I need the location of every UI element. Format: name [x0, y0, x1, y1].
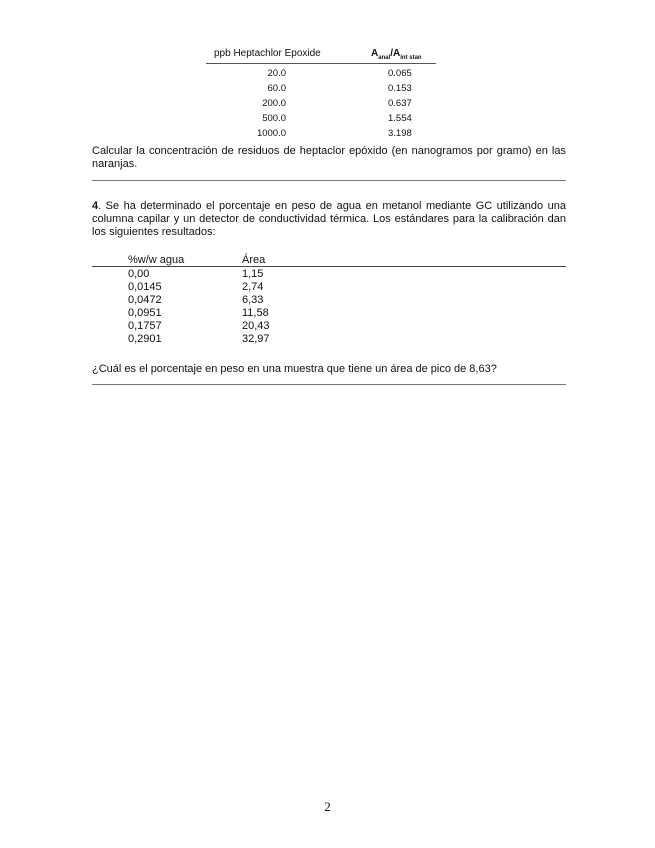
table1-ppb-cell: 60.0: [267, 83, 286, 94]
table-row: [92, 294, 566, 306]
table1-ppb-cell: 200.0: [262, 98, 286, 109]
heptachlor-table: [206, 46, 436, 138]
table1-ratio-cell: 1.554: [388, 113, 412, 124]
table2-area-cell: 1,15: [242, 268, 264, 280]
table-row: [92, 281, 566, 293]
table-row: [92, 268, 566, 280]
table-row: [206, 98, 436, 112]
table-row: [206, 113, 436, 127]
table-row: [92, 320, 566, 332]
table2-col2-header: Área: [242, 254, 266, 266]
heptachlor-question: Calcular la concentración de residuos de heptaclor epóxido (en nanogramos por gramo) en las naranjas.: [92, 145, 566, 170]
table2-area-cell: 32,97: [242, 333, 270, 345]
table1-ratio-cell: 0.637: [388, 98, 412, 109]
weight-percent-question: ¿Cuál es el porcentaje en peso en una muestra que tiene un área de pico de 8,63?: [92, 363, 497, 375]
table-row: [206, 83, 436, 97]
table2-header-rule: [92, 266, 566, 267]
table-row: [206, 68, 436, 82]
table2-w-cell: 0,2901: [128, 333, 162, 345]
table2-area-cell: 2,74: [242, 281, 264, 293]
table2-w-cell: 0,0145: [128, 281, 162, 293]
table1-ratio-cell: 3.198: [388, 128, 412, 139]
table2-w-cell: 0,1757: [128, 320, 162, 332]
table-row: [206, 128, 436, 142]
table-row: [92, 333, 566, 345]
table2-col1-header: %w/w agua: [128, 254, 185, 266]
water-methanol-table: [92, 254, 566, 349]
problem-text: . Se ha determinado el porcentaje en peso de agua en metanol mediante GC utilizando una columna capilar y un detector de conductividad térmica. Los estándares para la calibración dan los siguientes resultados:: [92, 200, 566, 238]
table1-ppb-cell: 1000.0: [256, 128, 286, 139]
problem-number: 4: [92, 200, 99, 212]
table2-w-cell: 0,00: [128, 268, 150, 280]
table1-ppb-cell: 20.0: [267, 68, 286, 79]
table2-area-cell: 11,58: [242, 307, 269, 319]
table1-col1-header: ppb Heptachlor Epoxide: [214, 48, 321, 59]
page-number: 2: [324, 799, 331, 814]
table1-ppb-cell: 500.0: [262, 113, 286, 124]
table-row: [92, 307, 566, 319]
table2-area-cell: 20,43: [242, 320, 270, 332]
section-divider: [92, 384, 566, 385]
table1-col2-header: $A_{anal}/A_{int stan}$: [371, 48, 422, 61]
table1-ratio-cell: 0.153: [388, 83, 412, 94]
table2-w-cell: 0,0951: [128, 307, 162, 319]
problem-4-statement: [92, 200, 566, 239]
section-divider: [92, 180, 566, 181]
table2-w-cell: 0,0472: [128, 294, 162, 306]
table1-header-rule: [206, 63, 436, 64]
table1-ratio-cell: 0.065: [388, 68, 412, 79]
table2-area-cell: 6,33: [242, 294, 264, 306]
